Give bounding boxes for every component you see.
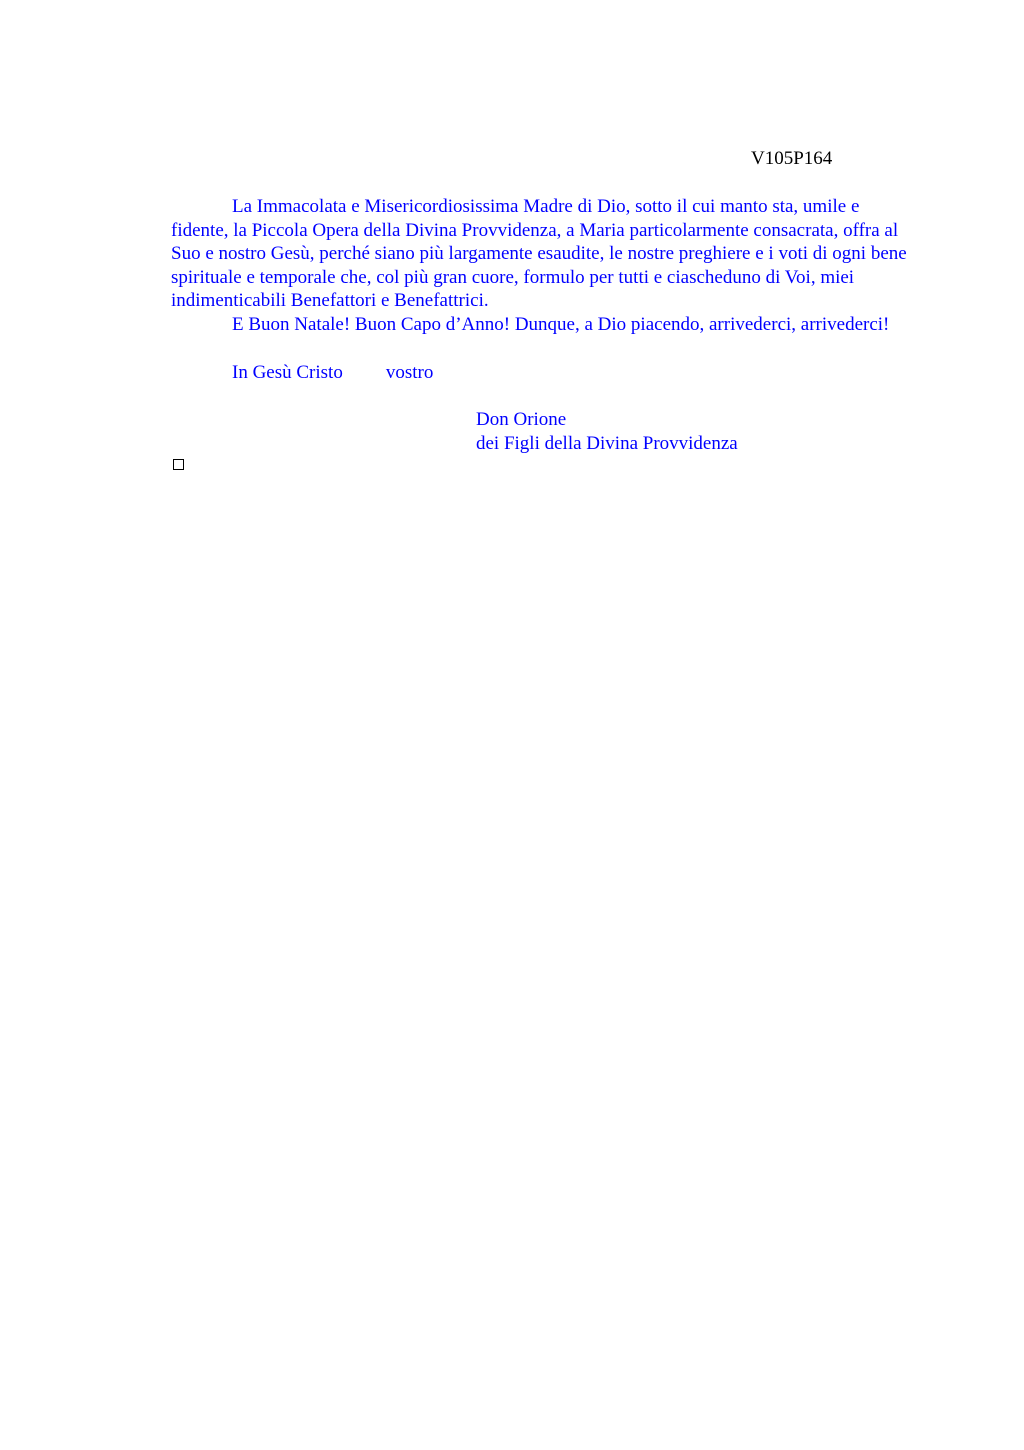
letter-body (171, 195, 916, 337)
closing-salutation: In Gesù Cristo (232, 362, 343, 383)
page-code: V105P164 (751, 148, 833, 169)
signature-title: dei Figli della Divina Provvidenza (476, 432, 738, 454)
signature-block (476, 408, 738, 455)
closing-line (232, 361, 433, 385)
paragraph-1: La Immacolata e Misericordiosissima Madre di Dio, sotto il cui manto sta, umile e fidente, la Piccola Opera della Divina Provvidenza, a Maria particolarmente consacrata, offra al Suo e nostro Gesù, perché siano più largamente esaudite, le nostre preghiere e i voti di ogni bene spirituale e temporale che, col più gran cuore, formulo per tutti e ciascheduno di Voi, miei indimenticabili Benefattori e Benefattrici. (171, 196, 907, 312)
signature-name: Don Orione (476, 409, 567, 430)
closing-vostro: vostro (385, 362, 434, 383)
paragraph-2: E Buon Natale! Buon Capo d’Anno! Dunque, a Dio piacendo, arrivederci, arrivederci! (232, 313, 890, 335)
end-marker-box-icon (173, 459, 184, 470)
